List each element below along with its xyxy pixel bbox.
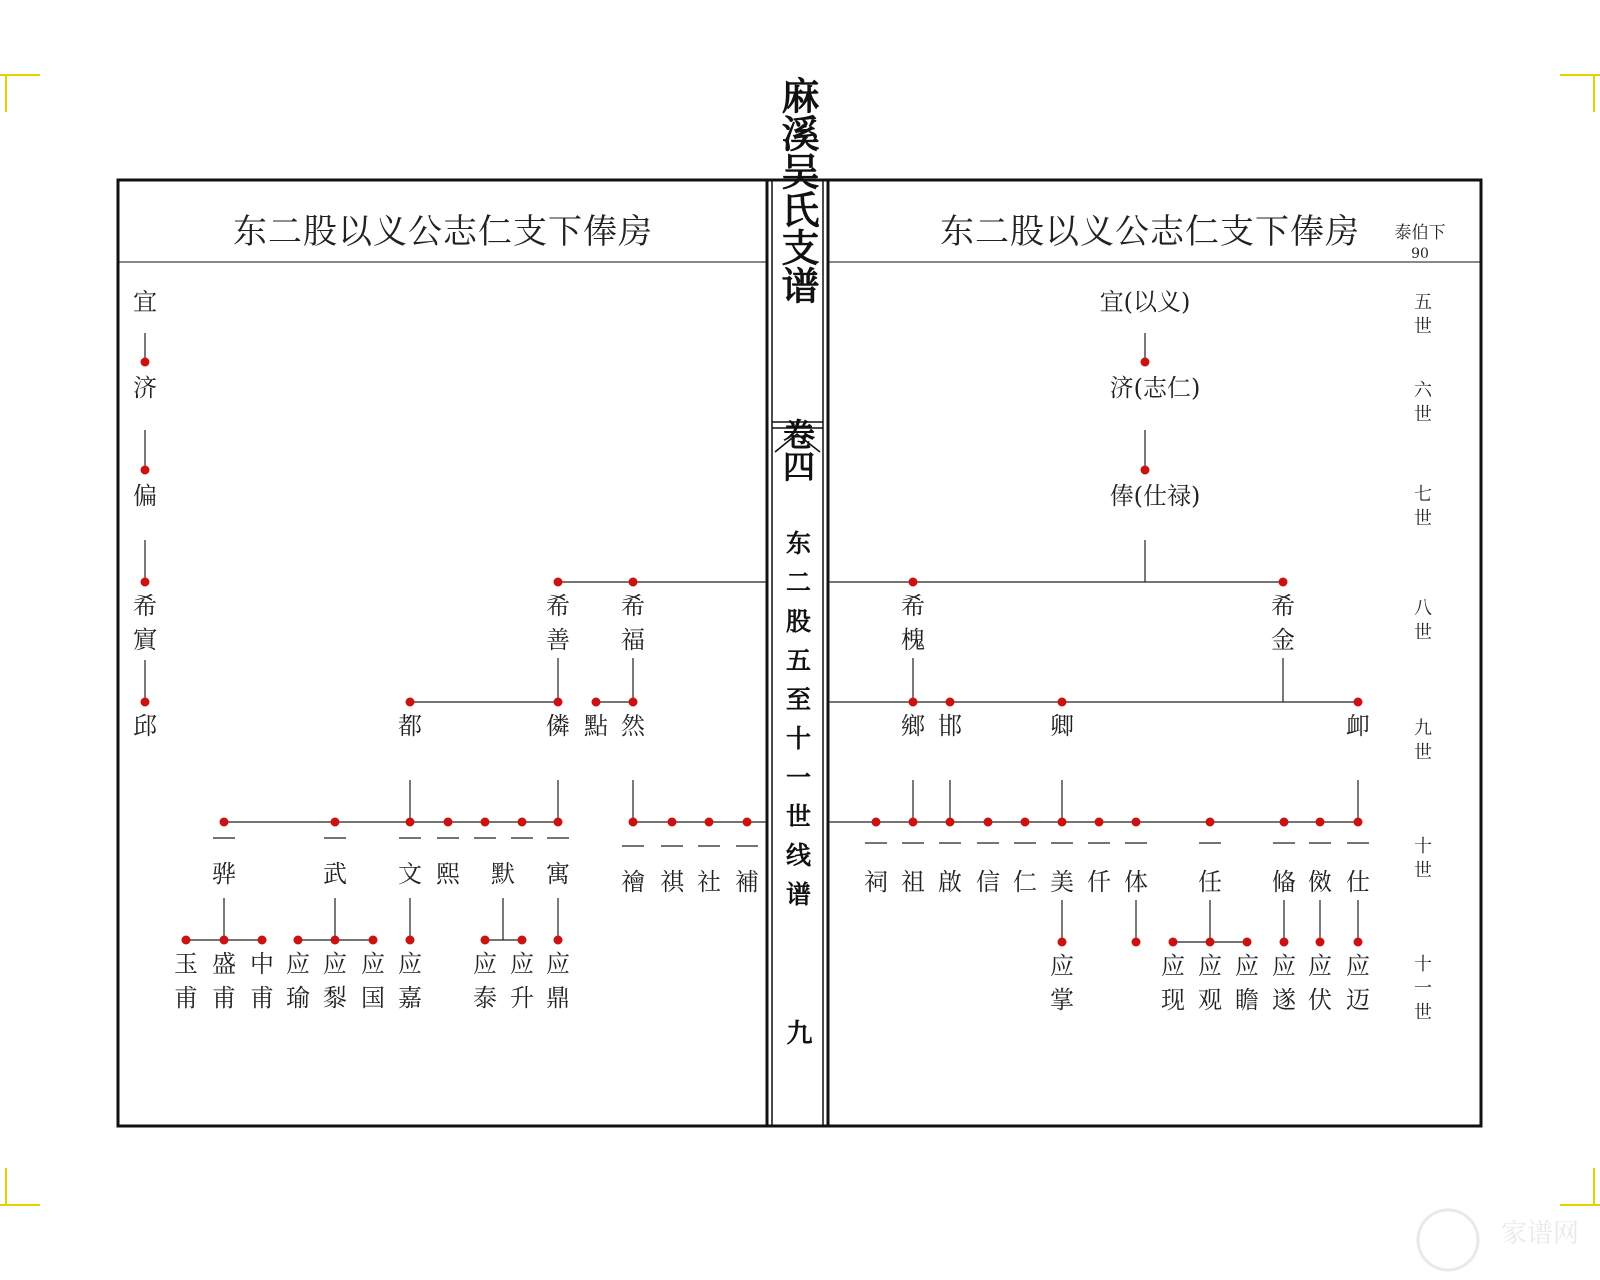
node-dot: [1058, 818, 1067, 827]
node-dot: [141, 578, 150, 587]
node-dot: [872, 818, 881, 827]
watermark-seal: [1418, 1210, 1579, 1270]
node-dot: [1095, 818, 1104, 827]
person-name: 邱: [133, 712, 157, 740]
person-name: 应迈: [1346, 952, 1370, 1014]
node-dot: [1354, 938, 1363, 947]
person-name: 祠: [864, 868, 888, 896]
tree-labels: [133, 288, 1370, 1014]
person-name: 任: [1198, 868, 1222, 896]
person-name: 卿: [1050, 712, 1074, 740]
node-dot: [1354, 818, 1363, 827]
person-name: 補: [735, 868, 759, 896]
node-dot: [909, 818, 918, 827]
person-name: 祖: [901, 868, 925, 896]
node-dot: [1243, 938, 1252, 947]
node-dot: [141, 358, 150, 367]
person-name: 寓: [546, 860, 570, 888]
person-name: 应升: [510, 950, 534, 1012]
node-dot: [984, 818, 993, 827]
person-name: 俸(仕禄): [1109, 482, 1201, 510]
person-name: 邯: [938, 712, 962, 740]
tree-lines: [145, 333, 1369, 942]
node-dot: [743, 818, 752, 827]
book-title: 麻溪吴氏支谱: [775, 76, 819, 304]
node-dot: [1354, 698, 1363, 707]
person-name: 仟: [1087, 868, 1111, 896]
spine: [775, 76, 819, 1045]
section-label: 东二股五至十一世线谱: [782, 530, 812, 920]
node-dot: [1280, 938, 1289, 947]
right-page-title: 东二股以义公志仁支下俸房: [940, 212, 1360, 252]
left-page-title: 东二股以义公志仁支下俸房: [233, 212, 653, 252]
person-name: 都: [398, 712, 422, 740]
node-dot: [331, 818, 340, 827]
generation-label: 十一世: [1414, 954, 1432, 1023]
volume-label: 卷四: [778, 418, 816, 482]
person-name: 应㴝: [323, 950, 347, 1012]
node-dot: [481, 936, 490, 945]
node-dot: [406, 818, 415, 827]
node-dot: [1058, 938, 1067, 947]
corner-number: 90: [1411, 246, 1429, 262]
generation-label: 五世: [1414, 292, 1432, 337]
node-dot: [668, 818, 677, 827]
node-dot: [909, 698, 918, 707]
node-dot: [1058, 698, 1067, 707]
person-name: 仕: [1346, 868, 1370, 896]
person-name: 盛甫: [212, 950, 236, 1012]
corner-label: 泰伯下: [1394, 223, 1446, 243]
node-dot: [1316, 938, 1325, 947]
node-dot: [909, 578, 918, 587]
node-dot: [444, 818, 453, 827]
person-name: 希善: [546, 592, 570, 654]
person-name: 应伏: [1308, 952, 1332, 1014]
person-name: 希賔: [133, 592, 157, 654]
node-dot: [406, 698, 415, 707]
person-name: 济: [133, 374, 157, 402]
person-name: 信: [976, 868, 1000, 896]
person-name: 鄉: [901, 712, 925, 740]
person-name: 应嘉: [398, 950, 422, 1012]
node-dot: [481, 818, 490, 827]
node-dot: [1206, 818, 1215, 827]
person-name: 宜(以义): [1099, 288, 1191, 316]
node-dot: [331, 936, 340, 945]
person-name: 希金: [1271, 592, 1295, 654]
node-dot: [629, 578, 638, 587]
generation-label: 六世: [1414, 380, 1432, 425]
node-dot: [554, 818, 563, 827]
person-name: 文: [398, 860, 422, 888]
person-name: 应泰: [473, 950, 497, 1012]
node-dot: [946, 818, 955, 827]
person-name: 武: [323, 860, 347, 888]
person-name: 禬: [621, 868, 645, 896]
person-name: 啟: [938, 868, 962, 896]
page-number: 九: [782, 1019, 812, 1045]
node-dot: [705, 818, 714, 827]
node-dot: [1316, 818, 1325, 827]
node-dot: [258, 936, 267, 945]
person-name: 祺: [660, 868, 684, 896]
tree-dots: [141, 358, 1363, 947]
node-dot: [1021, 818, 1030, 827]
person-name: 希槐: [901, 592, 925, 654]
generation-label: 九世: [1414, 718, 1432, 763]
node-dot: [220, 818, 229, 827]
node-dot: [1132, 818, 1141, 827]
person-name: 应现: [1161, 952, 1185, 1014]
person-name: 体: [1124, 868, 1148, 896]
person-name: 社: [697, 868, 721, 896]
person-name: 应瑜: [286, 950, 310, 1012]
person-name: 仁: [1013, 868, 1037, 896]
node-dot: [369, 936, 378, 945]
node-dot: [554, 578, 563, 587]
node-dot: [220, 936, 229, 945]
node-dot: [1141, 466, 1150, 475]
person-name: 中甫: [250, 950, 274, 1012]
node-dot: [518, 936, 527, 945]
node-dot: [182, 936, 191, 945]
node-dot: [141, 698, 150, 707]
person-name: 骅: [212, 860, 236, 888]
node-dot: [1141, 358, 1150, 367]
person-name: 傚: [1308, 868, 1332, 896]
node-dot: [946, 698, 955, 707]
node-dot: [554, 698, 563, 707]
node-dot: [141, 466, 150, 475]
person-name: 应国: [361, 950, 385, 1012]
person-name: 应掌: [1050, 952, 1074, 1014]
node-dot: [592, 698, 601, 707]
node-dot: [554, 936, 563, 945]
person-name: 偏: [133, 482, 157, 510]
person-name: 济(志仁): [1109, 374, 1201, 402]
person-name: 宜: [133, 288, 157, 316]
watermark-text: 家谱网: [1500, 1219, 1580, 1249]
person-name: 美: [1050, 868, 1074, 896]
node-dot: [1206, 938, 1215, 947]
person-name: 玉甫: [174, 950, 198, 1012]
node-dot: [406, 936, 415, 945]
generation-labels: [1414, 292, 1433, 1023]
generation-label: 七世: [1414, 484, 1432, 529]
node-dot: [518, 818, 527, 827]
person-name: 然: [621, 712, 645, 740]
person-name: 默: [491, 860, 515, 888]
person-name: 僯: [546, 712, 570, 740]
node-dot: [294, 936, 303, 945]
person-name: 应瞻: [1235, 952, 1259, 1014]
node-dot: [1280, 818, 1289, 827]
person-name: 应遂: [1272, 952, 1296, 1014]
person-name: 应鼎: [546, 950, 570, 1012]
node-dot: [1169, 938, 1178, 947]
person-name: 应观: [1198, 952, 1222, 1014]
generation-label: 八世: [1414, 598, 1432, 643]
node-dot: [1279, 578, 1288, 587]
person-name: 熙: [436, 860, 460, 888]
generation-label: 十世: [1414, 836, 1432, 881]
person-name: 偹: [1272, 868, 1296, 896]
node-dot: [629, 818, 638, 827]
person-name: 卹: [1346, 712, 1370, 740]
person-name: 點: [584, 712, 608, 740]
node-dot: [1132, 938, 1141, 947]
node-dot: [629, 698, 638, 707]
person-name: 希福: [621, 592, 645, 654]
